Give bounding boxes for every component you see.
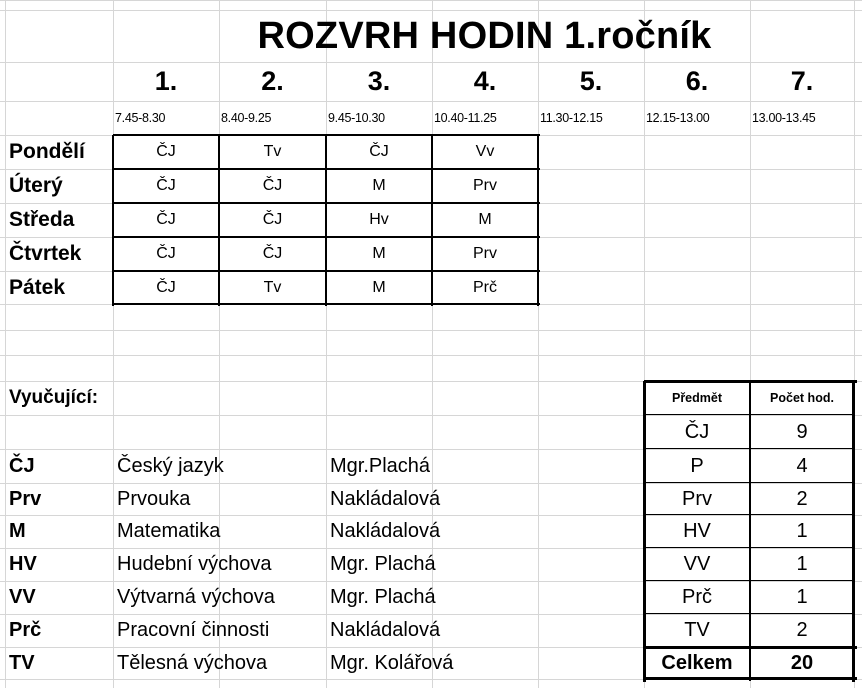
period-time[interactable]: 9.45-10.30 <box>328 111 385 125</box>
summary-count[interactable]: 4 <box>796 454 808 477</box>
teachers-label[interactable]: Vyučující: <box>9 387 99 408</box>
teacher-name[interactable]: Nakládalová <box>330 487 441 510</box>
lesson-cell[interactable]: ČJ <box>156 245 176 262</box>
lesson-cell[interactable]: Prč <box>473 278 497 296</box>
lesson-cell[interactable]: M <box>478 211 492 228</box>
day-label[interactable]: Pátek <box>9 275 66 299</box>
summary-count[interactable]: 1 <box>796 553 808 575</box>
period-time[interactable]: 11.30-12.15 <box>540 111 603 125</box>
border-line <box>644 414 855 415</box>
border-line <box>537 135 539 306</box>
border-line <box>325 135 327 306</box>
border-line <box>113 236 540 238</box>
teacher-name[interactable]: Mgr. Plachá <box>330 586 436 608</box>
summary-subject[interactable]: Prč <box>682 586 712 608</box>
border-line <box>644 482 855 483</box>
border-line <box>431 135 433 306</box>
teacher-subject[interactable]: Matematika <box>117 520 221 542</box>
period-number[interactable]: 4. <box>473 66 497 96</box>
teacher-subject[interactable]: Tělesná výchova <box>117 651 268 674</box>
border-line <box>644 547 855 548</box>
summary-subject[interactable]: HV <box>683 520 711 542</box>
border-line <box>644 613 855 614</box>
period-number[interactable]: 2. <box>261 66 284 96</box>
summary-count[interactable]: 1 <box>796 520 808 542</box>
period-number[interactable]: 1. <box>154 66 178 96</box>
teacher-abbr[interactable]: TV <box>9 651 35 674</box>
summary-total-value[interactable]: 20 <box>790 651 814 674</box>
summary-subject[interactable]: VV <box>683 553 711 575</box>
day-label[interactable]: Středa <box>9 208 75 231</box>
summary-subject[interactable]: Prv <box>682 487 712 510</box>
lesson-cell[interactable]: ČJ <box>262 177 283 194</box>
lesson-cell[interactable]: ČJ <box>262 245 283 262</box>
period-time[interactable]: 8.40-9.25 <box>221 111 272 125</box>
teacher-subject[interactable]: Prvouka <box>117 487 191 510</box>
gridline <box>0 355 862 356</box>
teacher-abbr[interactable]: M <box>9 520 26 542</box>
lesson-cell[interactable]: ČJ <box>156 211 176 228</box>
border-line <box>749 381 751 681</box>
teacher-abbr[interactable]: Prv <box>9 487 42 510</box>
lesson-cell[interactable]: Vv <box>475 143 495 160</box>
lesson-cell[interactable]: ČJ <box>156 177 176 194</box>
border-line <box>644 380 857 383</box>
period-time[interactable]: 7.45-8.30 <box>115 111 166 125</box>
lesson-cell[interactable]: Prv <box>473 177 497 194</box>
teacher-name[interactable]: Mgr. Kolářová <box>330 651 454 674</box>
teacher-abbr[interactable]: VV <box>9 586 36 608</box>
lesson-cell[interactable]: ČJ <box>369 143 389 160</box>
teacher-subject[interactable]: Pracovní činnosti <box>117 619 270 641</box>
teacher-abbr[interactable]: Prč <box>9 619 42 641</box>
lesson-cell[interactable]: M <box>372 177 386 194</box>
period-time[interactable]: 12.15-13.00 <box>646 111 710 125</box>
summary-subject[interactable]: ČJ <box>684 420 710 443</box>
period-number[interactable]: 3. <box>367 66 391 96</box>
border-line <box>644 514 855 515</box>
teacher-subject[interactable]: Výtvarná výchova <box>117 586 275 608</box>
period-number[interactable]: 7. <box>790 66 814 96</box>
day-label[interactable]: Úterý <box>9 174 63 197</box>
lesson-cell[interactable]: Tv <box>263 143 282 160</box>
gridline <box>0 330 862 331</box>
border-line <box>644 646 857 649</box>
teacher-name[interactable]: Mgr.Plachá <box>330 454 431 477</box>
border-line <box>112 135 114 306</box>
lesson-cell[interactable]: ČJ <box>156 143 176 160</box>
day-label[interactable]: Čtvrtek <box>9 242 82 265</box>
period-number[interactable]: 5. <box>579 66 603 96</box>
teacher-name[interactable]: Nakládalová <box>330 520 441 542</box>
teacher-abbr[interactable]: HV <box>9 553 37 575</box>
gridline <box>0 0 862 1</box>
border-line <box>852 381 855 682</box>
lesson-cell[interactable]: Prv <box>473 245 497 262</box>
border-line <box>644 448 855 449</box>
border-line <box>113 202 540 204</box>
lesson-cell[interactable]: M <box>372 245 386 262</box>
border-line <box>113 134 540 136</box>
summary-header-subject[interactable]: Předmět <box>671 391 723 405</box>
lesson-cell[interactable]: Tv <box>263 278 282 296</box>
summary-header-count[interactable]: Počet hod. <box>770 391 834 405</box>
teacher-abbr[interactable]: ČJ <box>9 454 35 477</box>
summary-count[interactable]: 2 <box>796 619 808 641</box>
border-line <box>113 270 540 272</box>
lesson-cell[interactable]: M <box>372 278 386 296</box>
summary-count[interactable]: 2 <box>796 487 808 510</box>
lesson-cell[interactable]: ČJ <box>156 278 176 296</box>
border-line <box>643 381 646 682</box>
border-line <box>218 135 220 306</box>
day-label[interactable]: Pondělí <box>9 140 85 163</box>
period-time[interactable]: 10.40-11.25 <box>434 111 497 125</box>
teacher-subject[interactable]: Hudební výchova <box>117 553 272 575</box>
teacher-name[interactable]: Nakládalová <box>330 619 441 641</box>
border-line <box>644 580 855 581</box>
border-line <box>113 168 540 170</box>
border-line <box>113 303 540 305</box>
border-line <box>644 677 857 680</box>
lesson-cell[interactable]: Hv <box>369 211 389 228</box>
teacher-subject[interactable]: Český jazyk <box>117 454 224 477</box>
summary-subject[interactable]: P <box>690 454 704 477</box>
period-number[interactable]: 6. <box>685 66 709 96</box>
summary-total-label[interactable]: Celkem <box>661 651 733 674</box>
summary-subject[interactable]: TV <box>684 619 710 641</box>
lesson-cell[interactable]: ČJ <box>262 211 283 228</box>
period-time[interactable]: 13.00-13.45 <box>752 111 816 125</box>
summary-count[interactable]: 9 <box>796 420 808 443</box>
page-title[interactable]: ROZVRH HODIN 1.ročník <box>257 14 712 57</box>
teacher-name[interactable]: Mgr. Plachá <box>330 553 436 575</box>
summary-count[interactable]: 1 <box>796 586 808 608</box>
